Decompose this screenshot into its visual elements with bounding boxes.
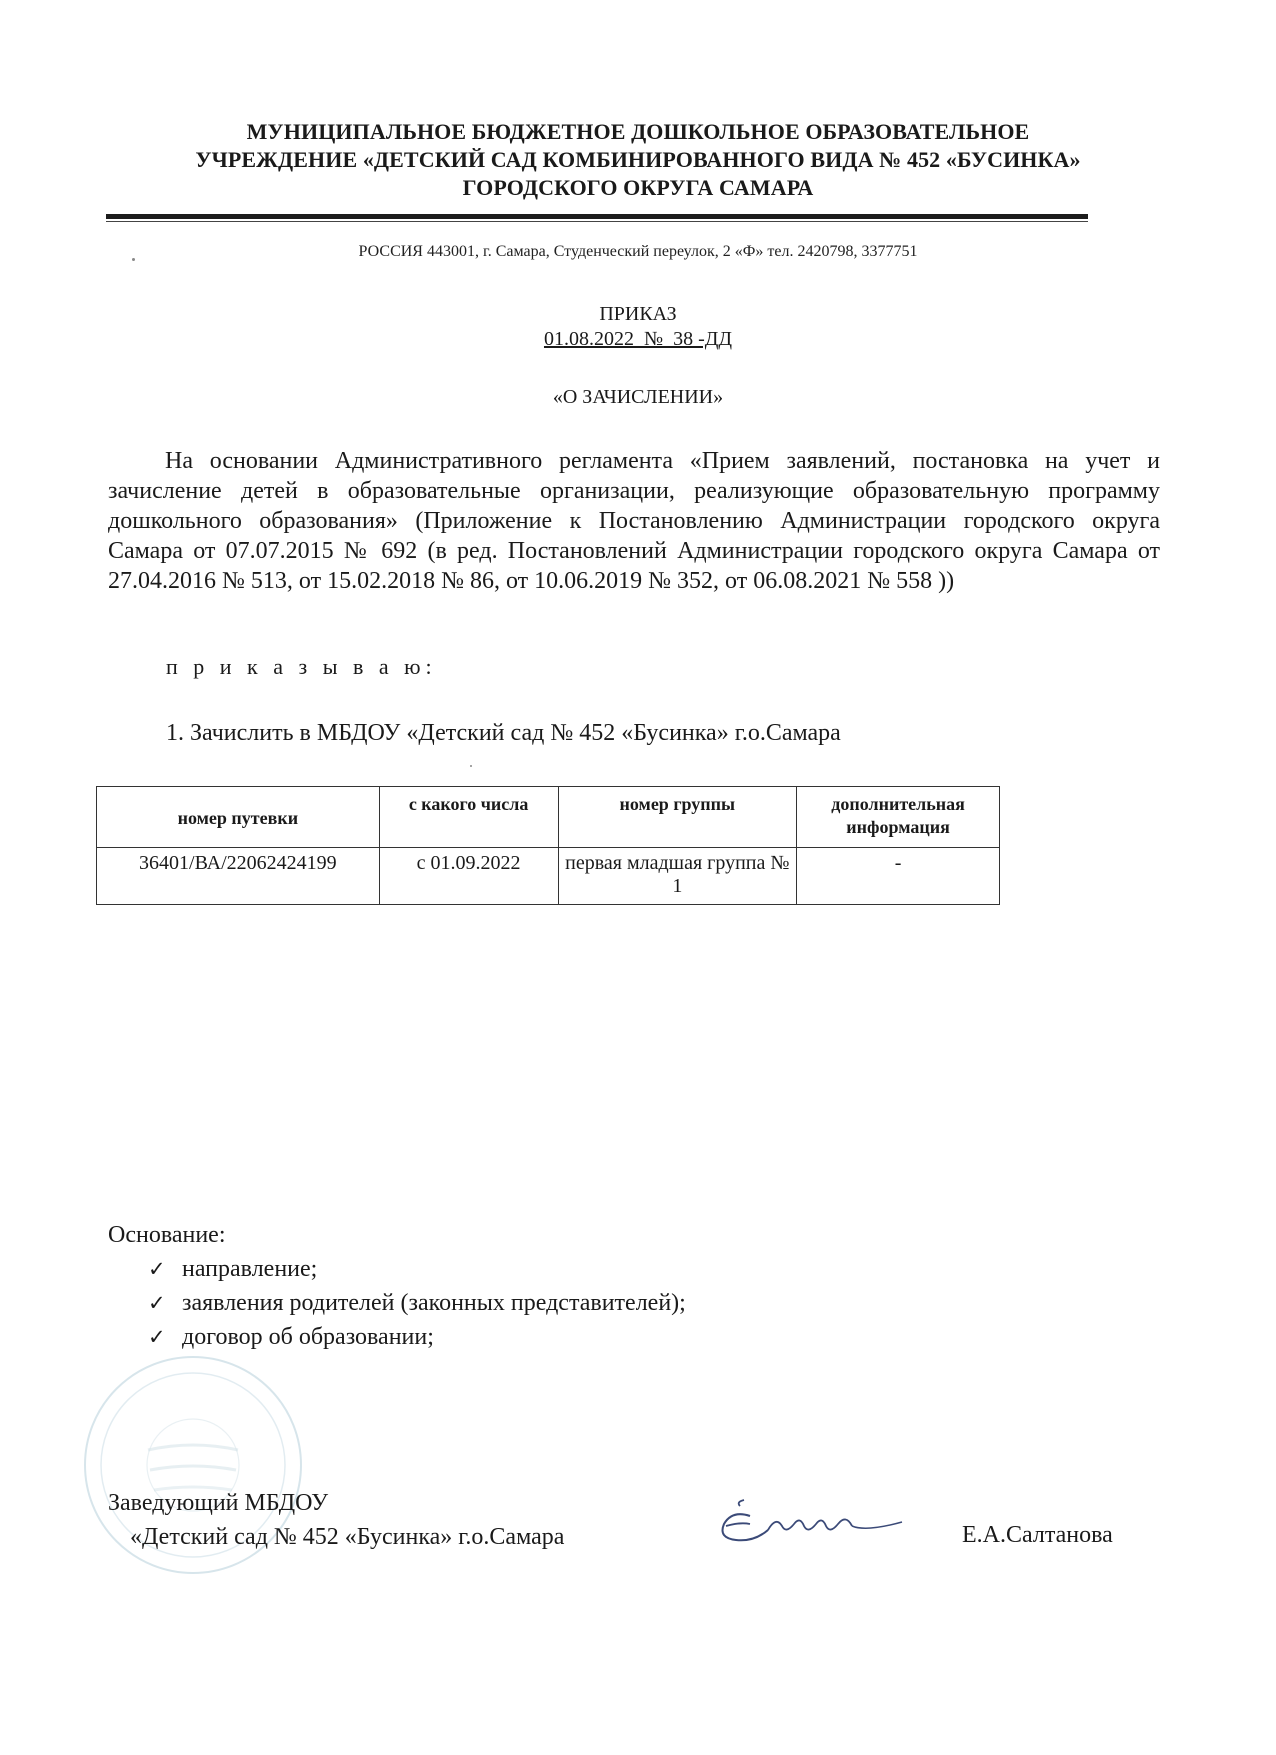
order-subject: «О ЗАЧИСЛЕНИИ» [552, 386, 724, 408]
scan-speck [132, 258, 135, 261]
basis-title: Основание: [108, 1222, 226, 1248]
check-icon: ✓ [148, 1291, 166, 1315]
org-name-line-3: ГОРОДСКОГО ОКРУГА САМАРА [462, 175, 814, 200]
scan-speck [470, 765, 472, 767]
basis-item-label: заявления родителей (законных представителей); [182, 1290, 686, 1316]
order-basis-paragraph [108, 446, 1160, 596]
basis-list [148, 1252, 686, 1354]
signer-position: Заведующий МБДОУ [108, 1490, 329, 1516]
cell-start-date: с 01.09.2022 [379, 848, 558, 905]
order-number-text: 01.08.2022 № 38 -ДД [543, 328, 733, 350]
column-header-group-number: номер группы [558, 787, 797, 848]
handwritten-signature-icon [706, 1486, 906, 1566]
order-item-1: 1. Зачислить в МБДОУ «Детский сад № 452 «Бусинка» г.о.Самара [166, 720, 841, 746]
order-basis-text: На основании Административного регламента «Прием заявлений, постановка на учет и зачисление детей в образовательные организации, реализующие образовательную программу дошкольного образования» (Приложение к Постановлению Администрации городского округа Самара от 07.07.2015 № 692 (в ред. Постановлений Администрации городского округа Самара от 27.04.2016 № 513, от 15.02.2018 № 86, от 10.06.2019 № 352, от 06.08.2021 № 558 )) [108, 448, 1160, 594]
signer-organization: «Детский сад № 452 «Бусинка» г.о.Самара [130, 1524, 565, 1550]
list-item [148, 1252, 686, 1286]
cell-voucher-number: 36401/ВА/22062424199 [97, 848, 380, 905]
order-number [400, 328, 876, 351]
organization-header [100, 118, 1176, 202]
header-divider-thick [106, 214, 1088, 219]
table-header-row [97, 787, 1000, 848]
signer-name: Е.А.Салтанова [962, 1522, 1113, 1548]
list-item [148, 1320, 686, 1354]
cell-additional-info: - [797, 848, 1000, 905]
column-header-start-date: с какого числа [379, 787, 558, 848]
header-divider-thin [106, 221, 1088, 222]
column-header-additional-info: дополнительная информация [797, 787, 1000, 848]
order-directive: п р и к а з ы в а ю: [166, 654, 437, 679]
org-name-line-2: УЧРЕЖДЕНИЕ «ДЕТСКИЙ САД КОМБИНИРОВАННОГО ВИДА № 452 «БУСИНКА» [195, 147, 1081, 172]
list-item [148, 1286, 686, 1320]
order-title: ПРИКАЗ [599, 303, 677, 325]
organization-address: РОССИЯ 443001, г. Самара, Студенческий переулок, 2 «Ф» тел. 2420798, 3377751 [358, 243, 918, 260]
table-row [97, 848, 1000, 905]
enrollment-table [96, 786, 1000, 905]
org-name-line-1: МУНИЦИПАЛЬНОЕ БЮДЖЕТНОЕ ДОШКОЛЬНОЕ ОБРАЗОВАТЕЛЬНОЕ [246, 119, 1030, 144]
basis-item-label: договор об образовании; [182, 1324, 434, 1350]
check-icon: ✓ [148, 1325, 166, 1349]
cell-group-number: первая младшая группа № 1 [558, 848, 797, 905]
basis-item-label: направление; [182, 1256, 318, 1282]
column-header-voucher-number: номер путевки [97, 787, 380, 848]
check-icon: ✓ [148, 1257, 166, 1281]
